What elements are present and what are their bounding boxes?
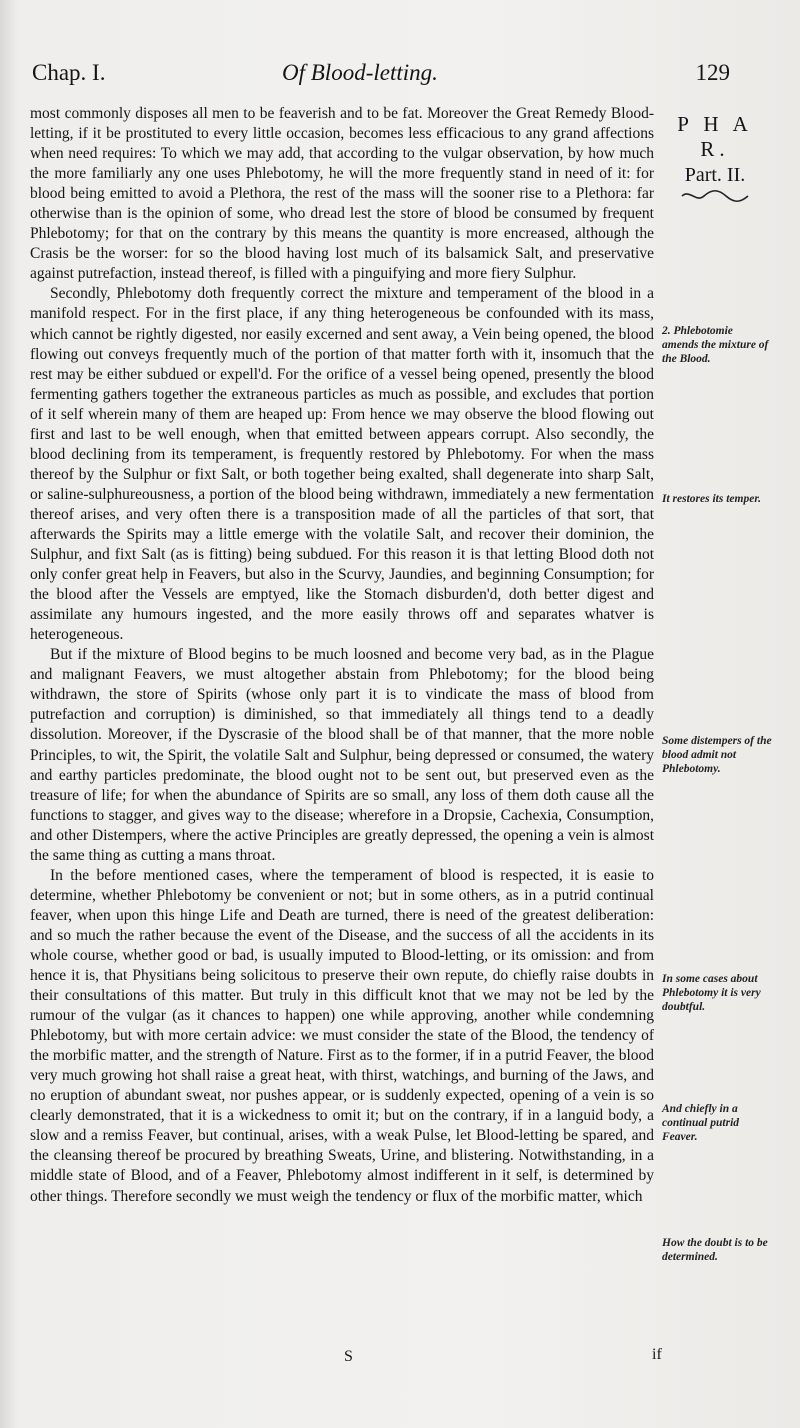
margin-heading-line-1: P H A R.	[677, 112, 753, 161]
marginal-note-3: Some distempers of the blood admit not Phlebotomy.	[662, 735, 772, 775]
main-text-block	[30, 104, 654, 1207]
paragraph-3: But if the mixture of Blood begins to be much loosned and become very bad, as in the Plague and malignant Feavers, we must altogether abstain from Phlebotomy; for the blood being withdrawn, the store of Spirits (whose only part it is to vindicate the mass of blood from putrefaction and corruption) is diminished, so that immediately all things tend to a deadly dissolution. Moreover, if the Dyscrasie of the blood shall be of that manner, that the more noble Principles, to wit, the Spirit, the volatile Salt and Sulphur, being depressed or consumed, the watery and earthy particles predominate, the blood ought not to be sent out, but preserved even as the treasure of life; for when the abundance of Spirits are so small, any loss of them doth cause all the functions to stagger, and gives way to the disease; wherefore in a Dropsie, Cachexia, Consumption, and other Distempers, where the active Principles are greatly depressed, the opening a vein is almost the same thing as cutting a mans throat.	[30, 646, 654, 864]
marginal-note-6: How the doubt is to be determined.	[662, 1237, 768, 1263]
margin-section-heading	[660, 112, 770, 203]
signature-mark: S	[344, 1348, 353, 1365]
chapter-label: Chap. I.	[32, 60, 106, 85]
paragraph-1: most commonly disposes all men to be feaverish and to be fat. Moreover the Great Remedy Blood-letting, if it be prostituted to every little occasion, becomes less efficacious to any grand affections when need requires: To which we may add, that according to the vulgar observation, by how much the more familiarly any one uses Phlebotomy, he will the more frequently stand in need of it: for blood being emitted to avoid a Plethora, the rest of the mass will the sooner rise to a Plethora: far otherwise than is the opinion of some, who dread lest the store of blood be consumed by frequent Phlebotomy; for that on the contrary by this means the quantity is more encreased, although the Crasis be the worser: for so the blood having lost much of its balsamick Salt, and preservative against putrefaction, instead thereof, is filled with a pinguifying and more fiery Sulphur.	[30, 105, 654, 283]
margin-heading-line-2: Part. II.	[684, 164, 746, 186]
marginal-note-5: And chiefly in a continual putrid Feaver.	[662, 1103, 740, 1143]
marginal-note-4: In some cases about Phlebotomy it is very doubtful.	[662, 973, 761, 1013]
page-number: 129	[695, 60, 730, 85]
running-title: Of Blood-letting.	[282, 60, 438, 85]
paragraph-2: Secondly, Phlebotomy doth frequently correct the mixture and temperament of the blood in a manifold respect. For in the first place, if any thing heterogeneous be confounded with its mass, which cannot be rightly digested, nor easily excerned and sent away, a Vein being opened, the blood flowing out conveys frequently much of the portion of that matter forth with it, insomuch that the rest may be either subdued or expell'd. For the orifice of a vessel being opened, presently the blood fermenting gathers together the extraneous particles as much as possible, and excludes that portion of it self wherein many of them are heaped up: From hence we may observe the blood flowing out first and last to be well enough, when that emitted between appears corrupt. Also secondly, the blood declining from its temperament, is frequently restored by Phlebotomy. For when the mass thereof by the Sulphur or fixt Salt, or both together being exalted, shall degenerate into sharp Salt, or saline-sulphureousness, a portion of the blood being withdrawn, immediately a new fermentation thereof arises, and very often there is a transposition made of all the particles of that sort, that afterwards the Spirits may a little emerge with the volatile Salt, and recover their dominion, the Sulphur, and fixt Salt (as is fitting) being subdued. For this reason it is that letting Blood doth not only confer great help in Feavers, but also in the Scurvy, Jaundies, and beginning Consumption; for the blood after the Vessels are emptyed, like the Stomach disburden'd, doth better digest and assimilate any humours ingested, and the more easily throws off and separates whatver is heterogeneous.	[30, 285, 654, 644]
marginal-note-2: It restores its temper.	[662, 493, 762, 505]
catchword: if	[652, 1346, 662, 1363]
flourish-ornament-icon	[680, 189, 750, 203]
running-header	[32, 60, 730, 100]
marginal-note-1: 2. Phlebotomie amends the mixture of the Blood.	[662, 325, 769, 365]
paragraph-4: In the before mentioned cases, where the temperament of blood is respected, it is easie to determine, whether Phlebotomy be convenient or not; but in some others, as in a putrid continual feaver, when upon this hinge Life and Death are turned, there is need of the greatest deliberation: and so much the rather because the event of the Disease, and the success of all the accidents in its whole course, whether good or bad, is usually imputed to Blood-letting, or its omission: and from hence it is, that Physitians being solicitous to preserve their own repute, do chiefly raise doubts in their consultations of this matter. But truly in this difficult knot that we may not be led by the rumour of the vulgar (as it chances to happen) one while approving, another while condemning Phlebotomy, but with more certain advice: we must consider the state of the Blood, the tendency of the morbific matter, and the strength of Nature. First as to the former, if in a putrid Feaver, the blood very much growing hot shall raise a great heat, with thirst, watchings, and burning of the Jaws, and no eruption of abundant sweat, nor pushes appear, or is suddenly expected, opening of a vein is so clearly demonstrated, that it is a wickedness to omit it; but on the contrary, if in a languid body, a slow and a remiss Feaver, but continual, arises, with a weak Pulse, let Blood-letting be spared, and the cleansing thereof be procured by breathing Sweats, Urine, and blistering. Notwithstanding, in a middle state of Blood, and of a Feaver, Phlebotomy almost indifferent in it self, is determined by other things. Therefore secondly we must weigh the tendency or flux of the morbific matter, which	[30, 866, 654, 1205]
